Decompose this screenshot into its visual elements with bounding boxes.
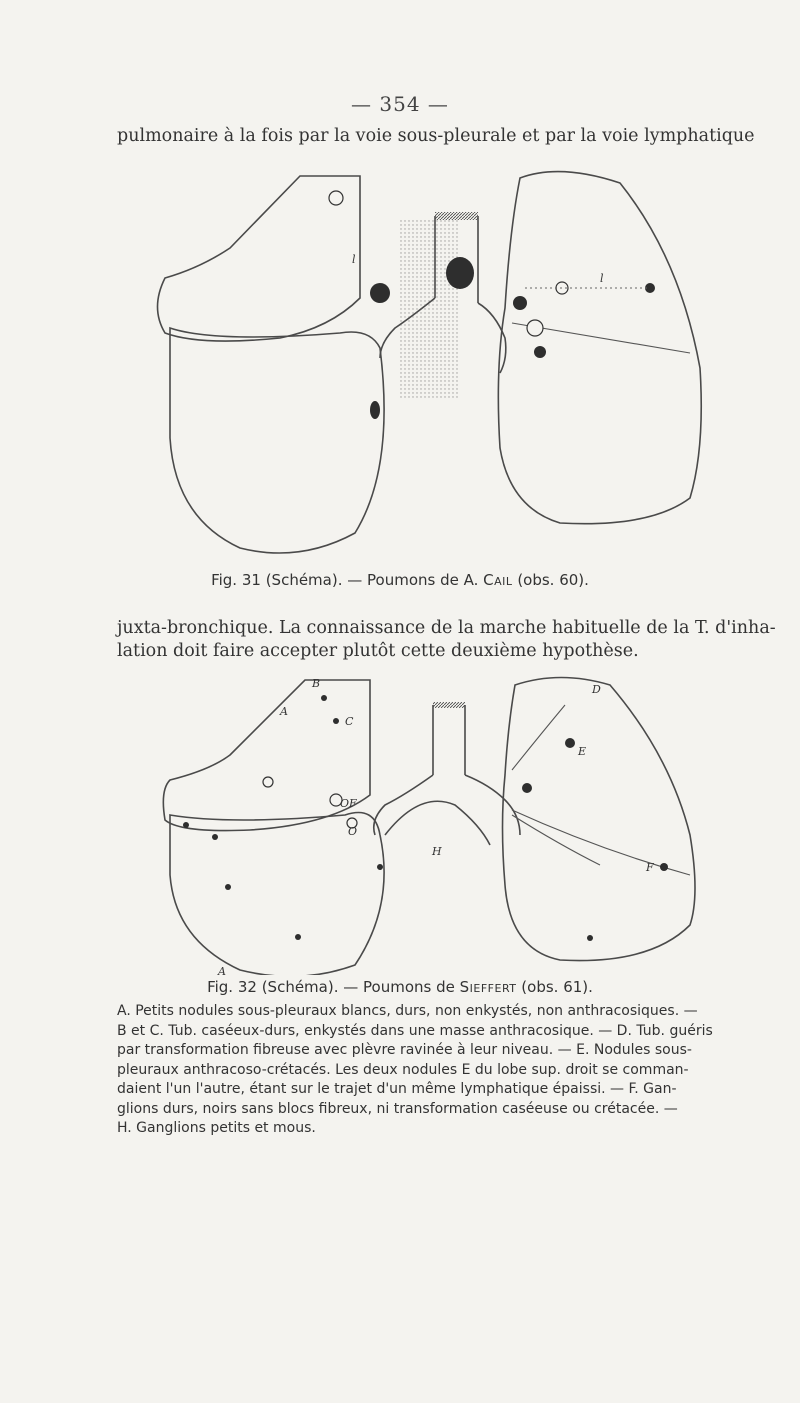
node-right-1 (513, 296, 527, 310)
left-lung-lower-lobe (170, 328, 384, 553)
legend-line: par transformation fibreuse avec plèvre ravinée à leur niveau. — E. Nodules sous- (117, 1042, 692, 1058)
node-C (333, 718, 339, 724)
node-A3 (377, 864, 383, 870)
label-l-top: l (352, 253, 356, 266)
fig31-caption-suffix: (obs. 60). (517, 571, 589, 589)
node-right-E2 (522, 783, 532, 793)
fig32-caption-name: Sieffert (459, 978, 517, 996)
node-A2 (212, 834, 218, 840)
legend-line: B et C. Tub. caséeux-durs, enkystés dans une masse anthracosique. — D. Tub. guéris (117, 1022, 713, 1039)
label-A-top: A (280, 705, 288, 718)
label-l-right: l (600, 272, 604, 285)
trachea (433, 705, 465, 775)
fig31-caption-prefix: Fig. 31 (Schéma). — Poumons de A. (211, 571, 479, 589)
legend-line: glions durs, noirs sans blocs fibreux, ni transformation caséeuse ou crétacée. — (117, 1100, 678, 1117)
node-right-3 (534, 346, 546, 358)
text-line-1: pulmonaire à la fois par la voie sous-pleurale et par la voie lymphatique (117, 126, 755, 146)
stippled-mass (400, 218, 460, 398)
figure-31-caption (0, 571, 800, 589)
figure-32-legend (117, 1002, 767, 1139)
label-A-bottom: A (218, 965, 226, 975)
node-right-E1 (565, 738, 575, 748)
node-B (321, 695, 327, 701)
fig32-caption-suffix: (obs. 61). (521, 978, 593, 996)
node-hilum-mid (446, 257, 474, 289)
fig32-caption-prefix: Fig. 32 (Schéma). — Poumons de (207, 978, 455, 996)
node-A5 (295, 934, 301, 940)
node-right-2 (527, 320, 543, 336)
label-B: B (312, 677, 321, 690)
label-D: D (592, 683, 601, 696)
left-lung-upper-lobe (163, 680, 370, 831)
text-line-2: juxta-bronchique. La connaissance de la marche habituelle de la T. d'inha- (117, 618, 776, 638)
legend-line: H. Ganglions petits et mous. (117, 1120, 316, 1136)
label-H: H (432, 845, 442, 858)
right-fissure-upper (512, 705, 565, 770)
page-number: — 354 — (351, 92, 449, 116)
node-right-A (587, 935, 593, 941)
node-E-left (263, 777, 273, 787)
right-lung (498, 172, 701, 524)
figure-31-diagram (0, 168, 800, 568)
legend-line: A. Petits nodules sous-pleuraux blancs, durs, non enkystés, non anthracosiques. — (117, 1003, 698, 1019)
label-E-right: E (578, 745, 587, 758)
left-bronchus (374, 775, 433, 835)
label-OF: OF (340, 797, 357, 810)
right-fissure-mid (512, 815, 600, 865)
figure-32-caption (0, 978, 800, 996)
label-O: O (348, 825, 358, 838)
node-A4 (225, 884, 231, 890)
legend-line: daient l'un l'autre, étant sur le trajet d'un même lymphatique épaissi. — F. Gan- (117, 1081, 677, 1097)
bronchial-loop (385, 801, 490, 845)
node-right-E3 (660, 863, 668, 871)
right-bronchus (465, 775, 520, 835)
fig31-caption-name: Cail (483, 571, 513, 589)
label-C: C (345, 715, 354, 728)
text-line-3: lation doit faire accepter plutôt cette deuxième hypothèse. (117, 641, 639, 661)
label-F: F (646, 861, 654, 874)
node-lower-left (370, 401, 380, 419)
node-top-left (329, 191, 343, 205)
trachea-top (433, 702, 465, 708)
node-hilum-left (370, 283, 390, 303)
node-A1 (183, 822, 189, 828)
legend-line: pleuraux anthracoso-crétacés. Les deux nodules E du lobe sup. droit se comman- (117, 1061, 689, 1078)
figure-32-diagram (0, 675, 800, 975)
